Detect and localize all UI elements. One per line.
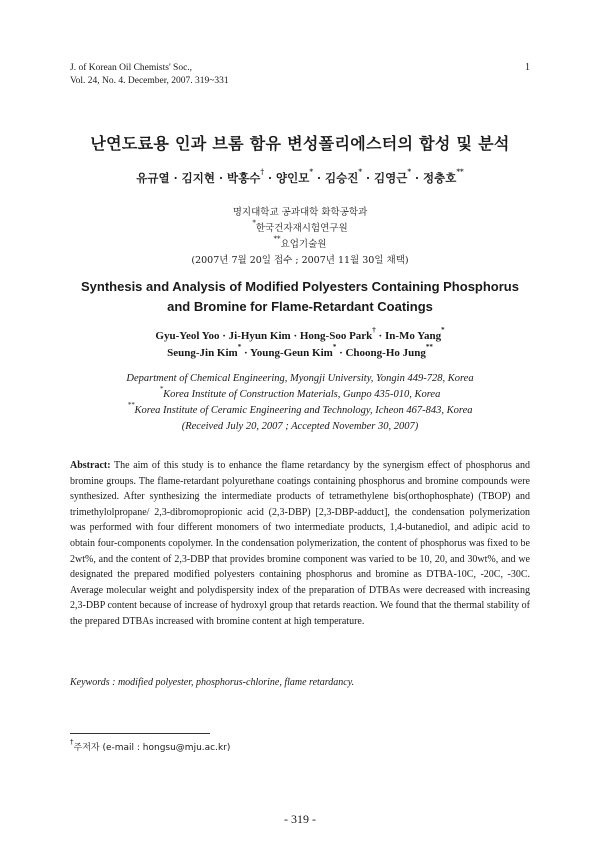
- author-name: 김승진: [325, 171, 359, 185]
- journal-name: J. of Korean Oil Chemists' Soc.,: [70, 63, 193, 73]
- affiliation-mark: *: [252, 219, 256, 227]
- english-title-line2: and Bromine for Flame-Retardant Coatings: [167, 299, 433, 314]
- author-name: Ji-Hyun Kim: [228, 330, 291, 342]
- author-separator: ·: [313, 171, 326, 185]
- affiliation: [40, 403, 560, 419]
- affiliation: [40, 371, 560, 387]
- abstract-label: Abstract:: [70, 460, 111, 471]
- english-authors-line2: [40, 345, 560, 362]
- footnote: [70, 740, 230, 753]
- affiliation: [40, 237, 560, 253]
- author-separator: ·: [362, 171, 375, 185]
- affiliation: [40, 387, 560, 403]
- author-separator: ·: [336, 347, 346, 359]
- author-name: In-Mo Yang: [384, 330, 442, 342]
- english-title-line1: Synthesis and Analysis of Modified Polyesters Containing Phosphorus: [81, 279, 519, 294]
- affiliation-text: 명지대학교 공과대학 화학공학과: [232, 207, 368, 218]
- author-name: Young-Geun Kim: [249, 347, 333, 359]
- korean-affiliations: [40, 205, 560, 269]
- author-name: Seung-Jin Kim: [167, 347, 238, 359]
- journal-volume: Vol. 24, No. 4. December, 2007. 319~331: [70, 76, 229, 86]
- author-mark: *: [358, 167, 363, 176]
- affiliation: [40, 221, 560, 237]
- author-name: 박홍수: [226, 171, 261, 185]
- english-affiliations: [40, 371, 560, 435]
- author-separator: ·: [411, 171, 424, 185]
- author-name: 정충호: [423, 171, 457, 185]
- author-name: Gyu-Yeol Yoo: [155, 330, 220, 342]
- english-affiliation-list: [40, 371, 560, 419]
- author-name: Hong-Soo Park: [299, 330, 373, 342]
- page-number-bottom: - 319 -: [284, 812, 316, 826]
- author-mark: †: [372, 326, 376, 334]
- author-mark: *: [441, 326, 445, 334]
- author-mark: *: [332, 343, 337, 351]
- author-mark: *: [407, 167, 412, 176]
- page-number-top: 1: [525, 62, 530, 73]
- author-mark: **: [425, 343, 433, 351]
- author-separator: ·: [290, 330, 300, 342]
- affiliation-text: Korea Institute of Ceramic Engineering and Technology, Icheon 467-843, Korea: [134, 405, 473, 416]
- author-mark: **: [456, 167, 464, 176]
- footnote-mark: †: [70, 738, 74, 746]
- affiliation-text: 요업기술원: [280, 239, 327, 250]
- english-title: [40, 277, 560, 317]
- journal-citation: [70, 62, 229, 88]
- korean-dates: (2007년 7월 20일 접수 ; 2007년 11월 30일 채택): [191, 255, 409, 266]
- affiliation: [40, 205, 560, 221]
- abstract-text: The aim of this study is to enhance the flame retardancy by the synergism effect of phosphorus and bromine groups. The flame-retardant polyurethane coatings containing phosphorus and bromine compounds were synthesized. After synthesizing the intermediate products of tetramethylene bis(orthophosphate) (TBOP) and trimethylolpropane/ 2,3-dibromopropionic acid (2,3-DBP) [2,3-DBP-adduct], the condensation polymerization was performed with four different monomers of two intermediate products, 1,4-butanediol, and adipic acid to obtain four-components copolymer. In the condensation polymerization, the content of phosphorus was fixed to be 2wt%, and the content of 2,3-DBP that provides bromine component was varied to be 10, 20, and 30wt%, and we designated the prepared modified polyesters containing phosphorus and bromine as DTBA-10C, -20C, -30C. Average molecular weight and polydispersity index of the preparation of DTBAs were decreased with increasing 2,3-DBP content because of increase of hydroxyl group that retards reaction. We found that the thermal stability of the prepared DTBAs increased with bromine content at high temperature.: [70, 460, 530, 627]
- author-separator: ·: [219, 330, 229, 342]
- author-name: Choong-Ho Jung: [345, 347, 426, 359]
- author-name: 양인모: [276, 171, 310, 185]
- korean-title: 난연도료용 인과 브롬 함유 변성폴리에스터의 합성 및 분석: [90, 134, 510, 153]
- author-mark: †: [260, 167, 264, 176]
- author-mark: *: [237, 343, 242, 351]
- author-separator: ·: [214, 171, 227, 185]
- keywords: Keywords : modified polyester, phosphorus-chlorine, flame retardancy.: [70, 677, 355, 688]
- english-dates: (Received July 20, 2007 ; Accepted November 30, 2007): [181, 421, 419, 432]
- footnote-text: 주저자 (e-mail : hongsu@mju.ac.kr): [73, 743, 231, 753]
- footnote-divider: [70, 733, 210, 734]
- affiliation-text: 한국건자재시험연구원: [255, 223, 348, 234]
- author-separator: ·: [375, 330, 385, 342]
- author-name: 김영근: [374, 171, 408, 185]
- author-name: 김지현: [181, 171, 215, 185]
- korean-authors: [40, 167, 560, 186]
- affiliation-text: Korea Institute of Construction Materials, Gunpo 435-010, Korea: [163, 389, 441, 400]
- affiliation-mark: **: [127, 401, 135, 409]
- abstract: [70, 458, 530, 630]
- author-separator: ·: [169, 171, 182, 185]
- author-separator: ·: [241, 347, 250, 359]
- author-mark: *: [309, 167, 313, 176]
- korean-affiliation-list: [40, 205, 560, 253]
- affiliation-text: Department of Chemical Engineering, Myongji University, Yongin 449-728, Korea: [126, 373, 474, 384]
- english-authors: [40, 328, 560, 362]
- author-name: 유규열: [136, 171, 170, 185]
- affiliation-mark: *: [159, 385, 164, 393]
- author-separator: ·: [263, 171, 276, 185]
- english-authors-line1: [40, 328, 560, 345]
- affiliation-mark: **: [273, 235, 281, 243]
